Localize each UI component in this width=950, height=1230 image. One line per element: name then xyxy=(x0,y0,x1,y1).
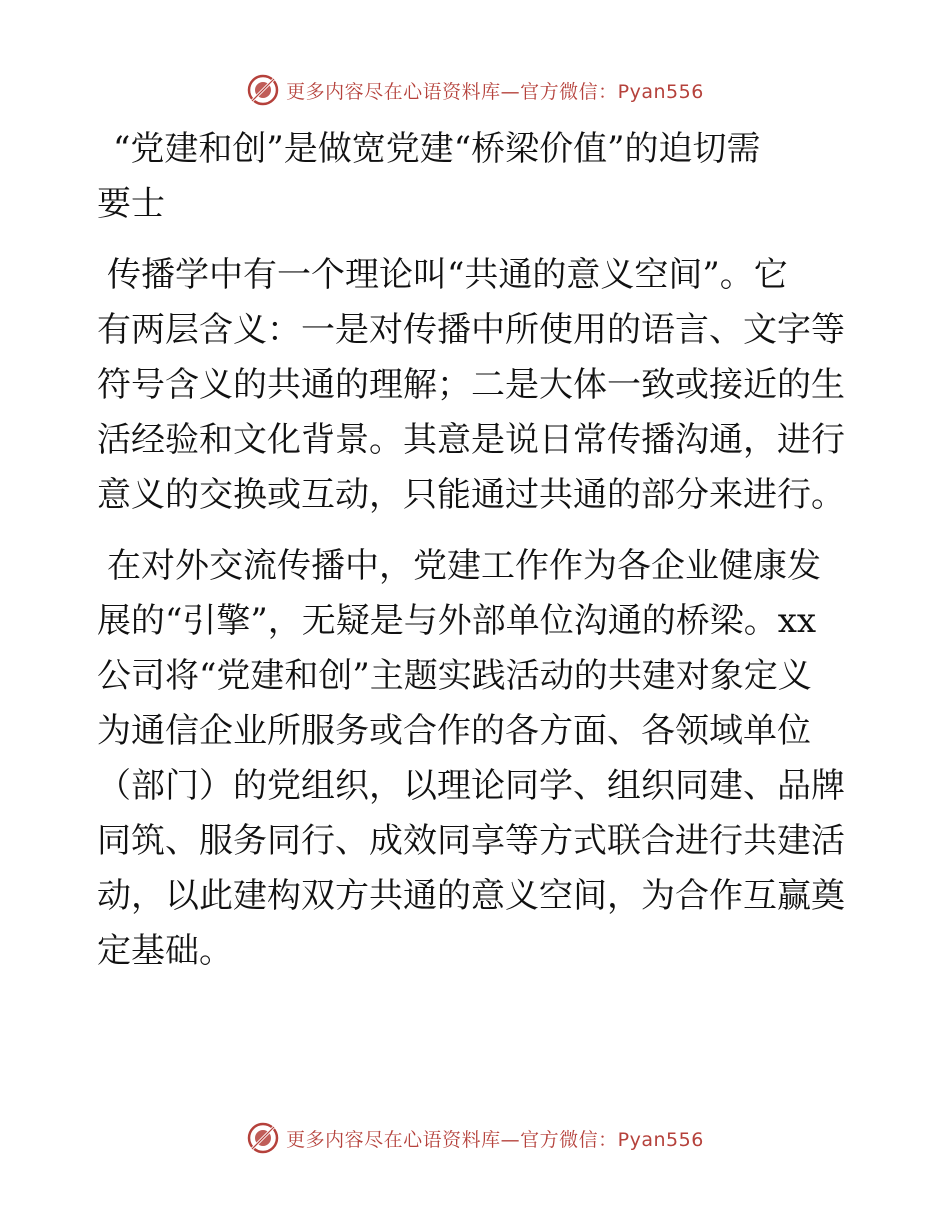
paragraph-line: 符号含义的共通的理解；二是大体一致或接近的生 xyxy=(97,365,845,405)
paragraph-line: 传播学中有一个理论叫“共通的意义空间”。它 xyxy=(107,255,788,295)
paragraph-line: 动，以此建构双方共通的意义空间，为合作互赢奠 xyxy=(97,876,845,916)
footer-banner xyxy=(0,1118,950,1158)
title-line: 要士 xyxy=(97,184,165,224)
document-body xyxy=(97,122,857,995)
paragraph-line: 为通信企业所服务或合作的各方面、各领域单位 xyxy=(97,711,811,751)
paragraph-line: 在对外交流传播中，党建工作作为各企业健康发 xyxy=(107,546,821,586)
document-title xyxy=(97,122,857,232)
paragraph-line: 活经验和文化背景。其意是说日常传播沟通，进行 xyxy=(97,420,845,460)
footer-banner-text: 更多内容尽在心语资料库—官方微信：Pyan556 xyxy=(286,1128,704,1151)
paragraph-line: 同筑、服务同行、成效同享等方式联合进行共建活 xyxy=(97,821,845,861)
seal-logo-icon xyxy=(246,1121,280,1155)
seal-logo-icon xyxy=(246,73,280,107)
paragraph-line: 展的“引擎”，无疑是与外部单位沟通的桥梁。xx xyxy=(97,601,817,641)
header-banner-text: 更多内容尽在心语资料库—官方微信：Pyan556 xyxy=(286,80,704,103)
paragraph-line: 公司将“党建和创”主题实践活动的共建对象定义 xyxy=(97,656,812,696)
paragraph-line: 有两层含义：一是对传播中所使用的语言、文字等 xyxy=(97,310,845,350)
title-line: “党建和创”是做宽党建“桥梁价值”的迫切需 xyxy=(113,129,761,169)
paragraph-1 xyxy=(97,248,857,523)
paragraph-line: 意义的交换或互动，只能通过共通的部分来进行。 xyxy=(97,475,845,515)
header-banner xyxy=(0,70,950,110)
paragraph-line: （部门）的党组织，以理论同学、组织同建、品牌 xyxy=(97,766,845,806)
paragraph-line: 定基础。 xyxy=(97,931,233,971)
paragraph-2 xyxy=(97,539,857,979)
